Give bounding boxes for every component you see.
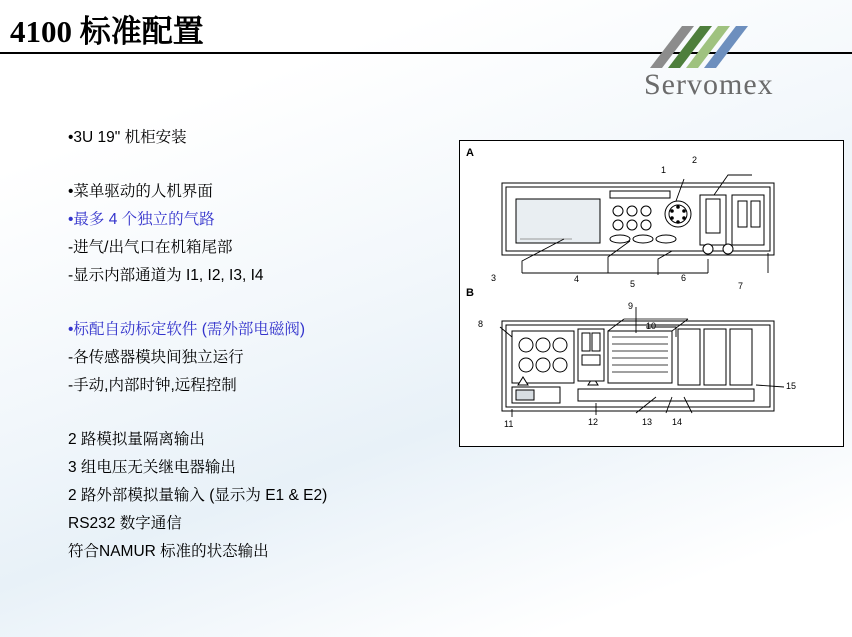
body-line-9: 2 路模拟量隔离输出: [68, 431, 205, 448]
callout-11: 11: [504, 419, 514, 429]
svg-text:Servomex: Servomex: [644, 68, 774, 98]
body-line-13: 符合NAMUR 标准的状态输出: [68, 543, 269, 560]
body-line-3: •最多 4 个独立的气路: [68, 211, 215, 228]
body-line-6: •标配自动标定软件 (需外部电磁阀): [68, 321, 306, 338]
callout-12: 12: [588, 417, 599, 427]
callout-10: 10: [646, 321, 657, 331]
spacer-2: [68, 290, 448, 316]
body-line-5: -显示内部通道为 I1, I2, I3, I4: [68, 267, 264, 284]
callout-3: 3: [491, 273, 497, 283]
figure-label-a: A: [466, 147, 474, 159]
spacer-3: [68, 400, 448, 426]
callout-15: 15: [786, 381, 797, 391]
callout-5: 5: [630, 279, 636, 289]
body-line-2: •菜单驱动的人机界面: [68, 183, 213, 200]
callout-8: 8: [478, 319, 484, 329]
servomex-logo: [634, 22, 846, 98]
callout-1: 1: [661, 165, 667, 175]
body-line-11: 2 路外部模拟量输入 (显示为 E1 & E2): [68, 487, 328, 504]
spacer-1: [68, 152, 448, 178]
callout-7: 7: [738, 281, 744, 291]
body-line-7: -各传感器模块间独立运行: [68, 349, 244, 366]
callout-2: 2: [692, 155, 698, 165]
body-line-4: -进气/出气口在机箱尾部: [68, 239, 233, 256]
callout-9: 9: [628, 301, 634, 311]
body-text: [68, 124, 448, 566]
callout-14: 14: [672, 417, 683, 427]
page-title: 4100 标准配置: [10, 14, 204, 49]
body-line-1: •3U 19" 机柜安装: [68, 129, 187, 146]
callout-13: 13: [642, 417, 653, 427]
analyzer-diagram: [459, 140, 844, 447]
body-line-8: -手动,内部时钟,远程控制: [68, 377, 237, 394]
callout-4: 4: [574, 274, 580, 284]
figure-label-b: B: [466, 287, 474, 299]
callout-6: 6: [681, 273, 687, 283]
body-line-10: 3 组电压无关继电器输出: [68, 459, 236, 476]
body-line-12: RS232 数字通信: [68, 515, 182, 532]
